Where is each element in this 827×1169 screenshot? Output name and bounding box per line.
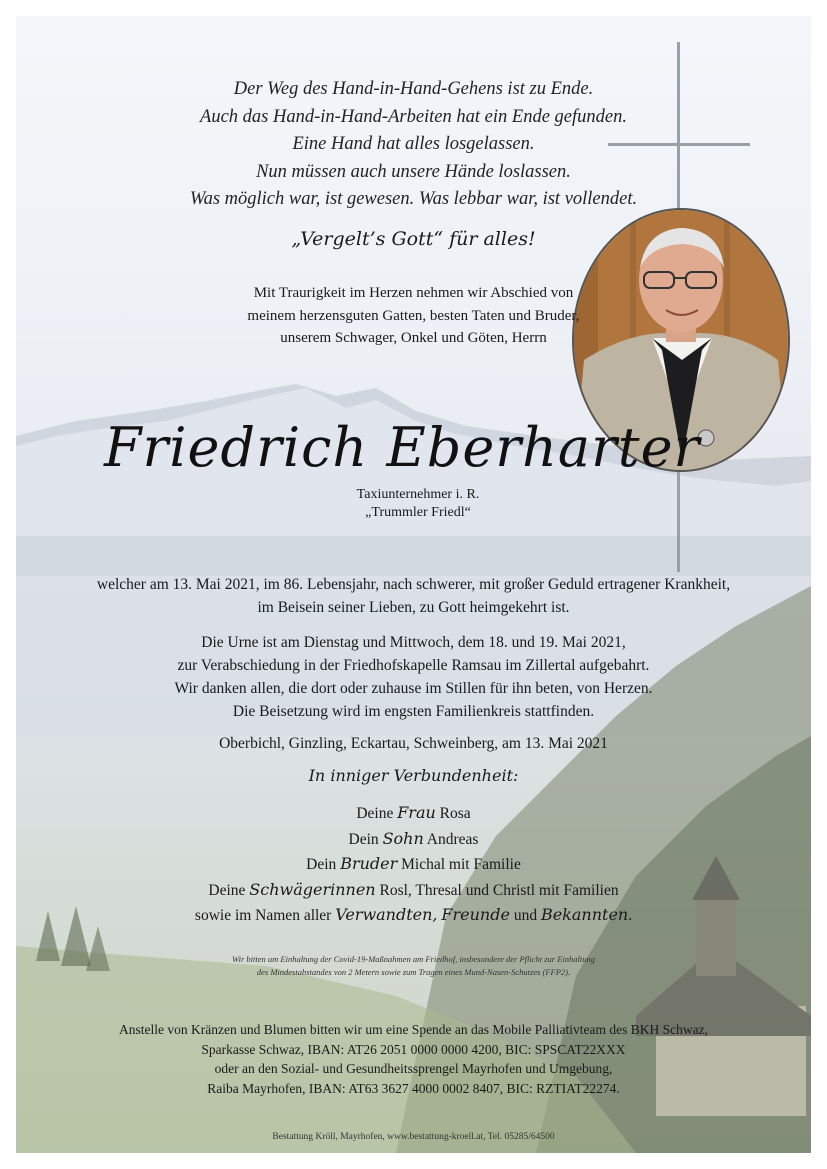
donation-line: oder an den Sozial- und Gesundheitssprengel Mayrhofen und Umgebung, [214,1061,613,1076]
intro-line: Mit Traurigkeit im Herzen nehmen wir Abschied von [253,285,574,301]
donation-line: Sparkasse Schwaz, IBAN: AT26 2051 0000 0000 4200, BIC: SPSCAT22XXX [201,1041,626,1057]
donation-line: Raiba Mayrhofen, IBAN: AT63 3627 4000 0002 8407, BIC: RZTIAT22274. [207,1080,620,1096]
intro-line: meinem herzensguten Gatten, besten Taten und Bruder, [247,307,580,324]
intro-line: unserem Schwager, Onkel und Göten, Herrn [280,330,547,346]
main-line: Wir danken allen, die dort oder zuhause im Stillen für ihn beten, von Herzen. [174,680,653,697]
donation-notice [16,1020,811,1098]
donation-line: Anstelle von Kränzen und Blumen bitten wir um eine Spende an das Mobile Palliativteam des BKH Schwaz, [119,1022,708,1037]
obituary-page [16,16,811,1153]
intro [16,282,811,350]
main-spacer [16,619,811,631]
main-text [16,573,811,723]
deceased-name: Friedrich Eberharter [104,416,701,479]
main-line: Die Urne ist am Dienstag und Mittwoch, dem 18. und 19. Mai 2021, [201,634,626,651]
mourner-brother: Dein Bruder Michal mit Familie [306,854,521,873]
covid-line: des Mindestabstandes von 2 Metern sowie zum Tragen eines Mund-Nasen-Schutzes (FFP2). [256,967,571,977]
poem-line: Nun müssen auch unsere Hände loslassen. [256,161,571,182]
funeral-home-footer: Bestattung Kröll, Mayrhofen, www.bestattung-kroell.at, Tel. 05285/64500 [272,1132,555,1142]
poem-line: Auch das Hand-in-Hand-Arbeiten hat ein Ende gefunden. [200,106,627,127]
poem-line: Eine Hand hat alles losgelassen. [292,134,535,154]
thanks-line: „Vergelt’s Gott“ für alles! [291,228,536,250]
verbundenheit-heading: In inniger Verbundenheit: [308,766,519,785]
main-line: Die Beisetzung wird im engsten Familienkreis stattfinden. [232,703,595,720]
mourner-others: sowie im Namen aller Verwandten, Freunde und Bekannten. [194,905,633,924]
poem [16,76,811,214]
main-line: zur Verabschiedung in der Friedhofskapelle Ramsau im Zillertal aufgebahrt. [177,657,650,674]
mourners-list [16,801,811,929]
deceased-subtitle [298,486,538,522]
main-line: welcher am 13. Mai 2021, im 86. Lebensjahr, nach schwerer, mit großer Geduld ertragener Krankheit, [96,576,731,593]
mourner-wife: Deine Frau Rosa [356,803,471,822]
poem-line: Der Weg des Hand-in-Hand-Gehens ist zu Ende. [233,79,594,99]
covid-notice [16,953,811,979]
mourner-son: Dein Sohn Andreas [348,828,479,848]
nickname: „Trummler Friedl“ [365,505,471,520]
mourner-sisters-in-law: Deine Schwägerinnen Rosl, Thresal und Christl mit Familien [208,879,619,899]
poem-line: Was möglich war, ist gewesen. Was lebbar war, ist vollendet. [189,189,638,209]
occupation: Taxiunternehmer i. R. [356,487,480,502]
main-line: im Beisein seiner Lieben, zu Gott heimgekehrt ist. [257,599,570,616]
covid-line: Wir bitten um Einhaltung der Covid-19-Maßnahmen am Friedhof, insbesondere der Pflicht zur Einhaltung [231,954,596,964]
place-date: Oberbichl, Ginzling, Eckartau, Schweinberg, am 13. Mai 2021 [219,735,608,752]
